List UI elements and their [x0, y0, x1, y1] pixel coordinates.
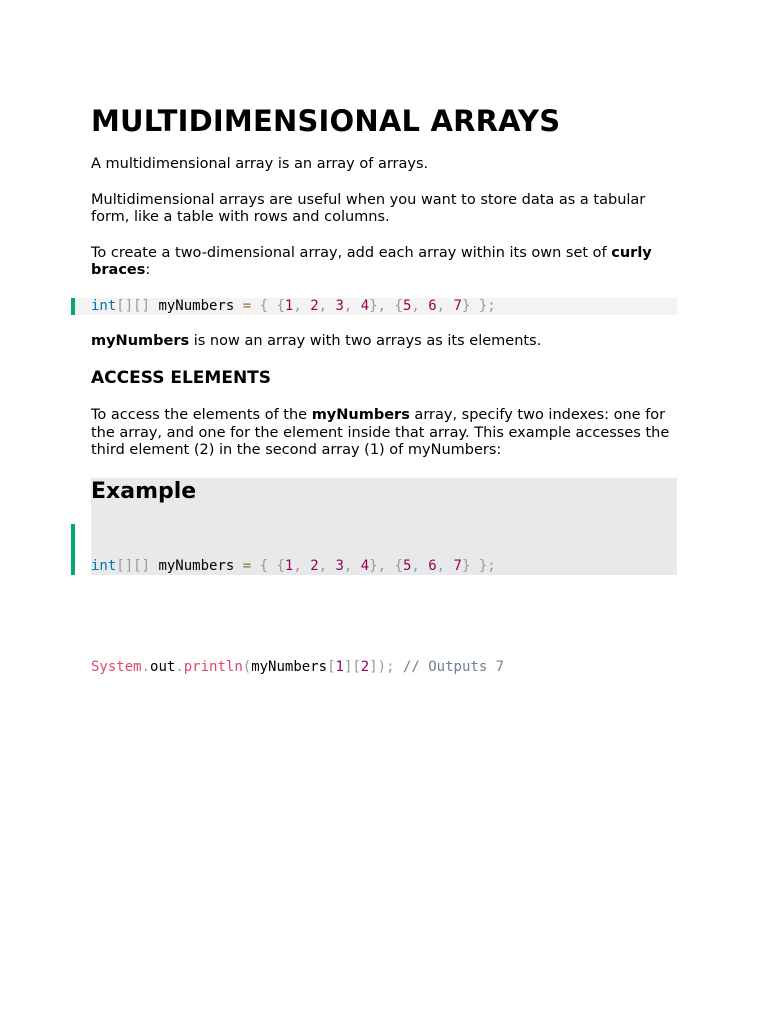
code-num: 2 — [310, 297, 319, 314]
code-variable: myNumbers — [150, 557, 243, 574]
code-keyword-int: int — [91, 297, 117, 314]
code-sep: , — [293, 297, 311, 314]
code-sep: , — [293, 557, 311, 574]
code-num: 2 — [310, 557, 319, 574]
code-method-println: println — [183, 658, 243, 675]
code-variable: myNumbers — [150, 297, 243, 314]
code-sep: , — [318, 557, 336, 574]
elements-note-text: is now an array with two arrays as its elements. — [189, 332, 542, 349]
example-code-line-1 — [91, 558, 677, 575]
page-title: MULTIDIMENSIONAL ARRAYS — [91, 104, 561, 138]
code-comment: // Outputs 7 — [402, 658, 505, 675]
code-close: } }; — [461, 557, 496, 574]
code-num: 5 — [402, 297, 412, 314]
code-bracket-mid: ][ — [343, 658, 361, 675]
example-code-block — [71, 524, 677, 675]
code-sep: , — [343, 557, 361, 574]
code-sep: , — [436, 557, 454, 574]
create-colon: : — [145, 262, 151, 278]
code-line-gap — [91, 609, 677, 625]
access-mynumbers-bold: myNumbers — [311, 407, 410, 423]
code-brackets: [][] — [116, 297, 151, 314]
mynumbers-bold: myNumbers — [91, 332, 190, 349]
code-bracket-open: [ — [327, 658, 336, 675]
code-num: 3 — [335, 557, 344, 574]
code-open: { { — [251, 297, 285, 314]
code-dot: . — [141, 658, 151, 675]
code-sep: , — [343, 297, 361, 314]
code-assign: = — [242, 297, 252, 314]
code-mid: }, { — [369, 557, 403, 574]
code-mid: }, { — [369, 297, 403, 314]
create-paragraph — [91, 245, 677, 280]
example-title: Example — [91, 478, 197, 504]
code-assign: = — [242, 557, 252, 574]
code-sep: , — [411, 297, 429, 314]
code-num: 1 — [284, 297, 294, 314]
code-keyword-int: int — [91, 557, 117, 574]
code-sep: , — [318, 297, 336, 314]
curly-braces-bold: curly braces — [91, 244, 652, 278]
access-text-before: To access the elements of the — [91, 407, 312, 423]
access-paragraph — [91, 407, 677, 460]
code-brackets: [][] — [116, 557, 151, 574]
code-num: 4 — [360, 297, 370, 314]
access-elements-heading: ACCESS ELEMENTS — [91, 368, 272, 388]
code-num: 3 — [335, 297, 344, 314]
access-text-after: array, specify two indexes: one for the array, and one for the element inside that array. This example accesses the third element (2) in the second array (1) of myNumbers: — [91, 407, 670, 458]
example-box — [91, 478, 677, 675]
code-num: 1 — [284, 557, 294, 574]
code-num: 5 — [402, 557, 412, 574]
create-text: To create a two-dimensional array, add each array within its own set of — [91, 244, 612, 261]
code-sep: , — [436, 297, 454, 314]
code-index-1: 1 — [335, 658, 344, 675]
code-num: 7 — [453, 557, 462, 574]
code-field-out: out — [150, 658, 176, 675]
article-content — [91, 102, 677, 675]
declaration-code-block — [71, 298, 677, 315]
code-arg: myNumbers — [251, 658, 328, 675]
code-class-system: System — [91, 658, 142, 675]
code-dot: . — [175, 658, 184, 675]
elements-note-paragraph — [91, 333, 677, 351]
code-sep: , — [411, 557, 429, 574]
code-num: 6 — [428, 557, 437, 574]
example-code-line-2 — [91, 659, 677, 676]
code-num: 4 — [360, 557, 370, 574]
code-num: 7 — [453, 297, 462, 314]
useful-paragraph: Multidimensional arrays are useful when you want to store data as a tabular form, like a table with rows and columns. — [91, 191, 646, 225]
code-index-2: 2 — [360, 658, 370, 675]
code-num: 6 — [428, 297, 437, 314]
intro-paragraph: A multidimensional array is an array of arrays. — [91, 156, 429, 172]
code-bracket-close: ]); — [369, 658, 395, 675]
code-paren-open: ( — [242, 658, 252, 675]
code-close: } }; — [461, 297, 496, 314]
code-space — [395, 659, 403, 675]
code-open: { { — [251, 557, 285, 574]
